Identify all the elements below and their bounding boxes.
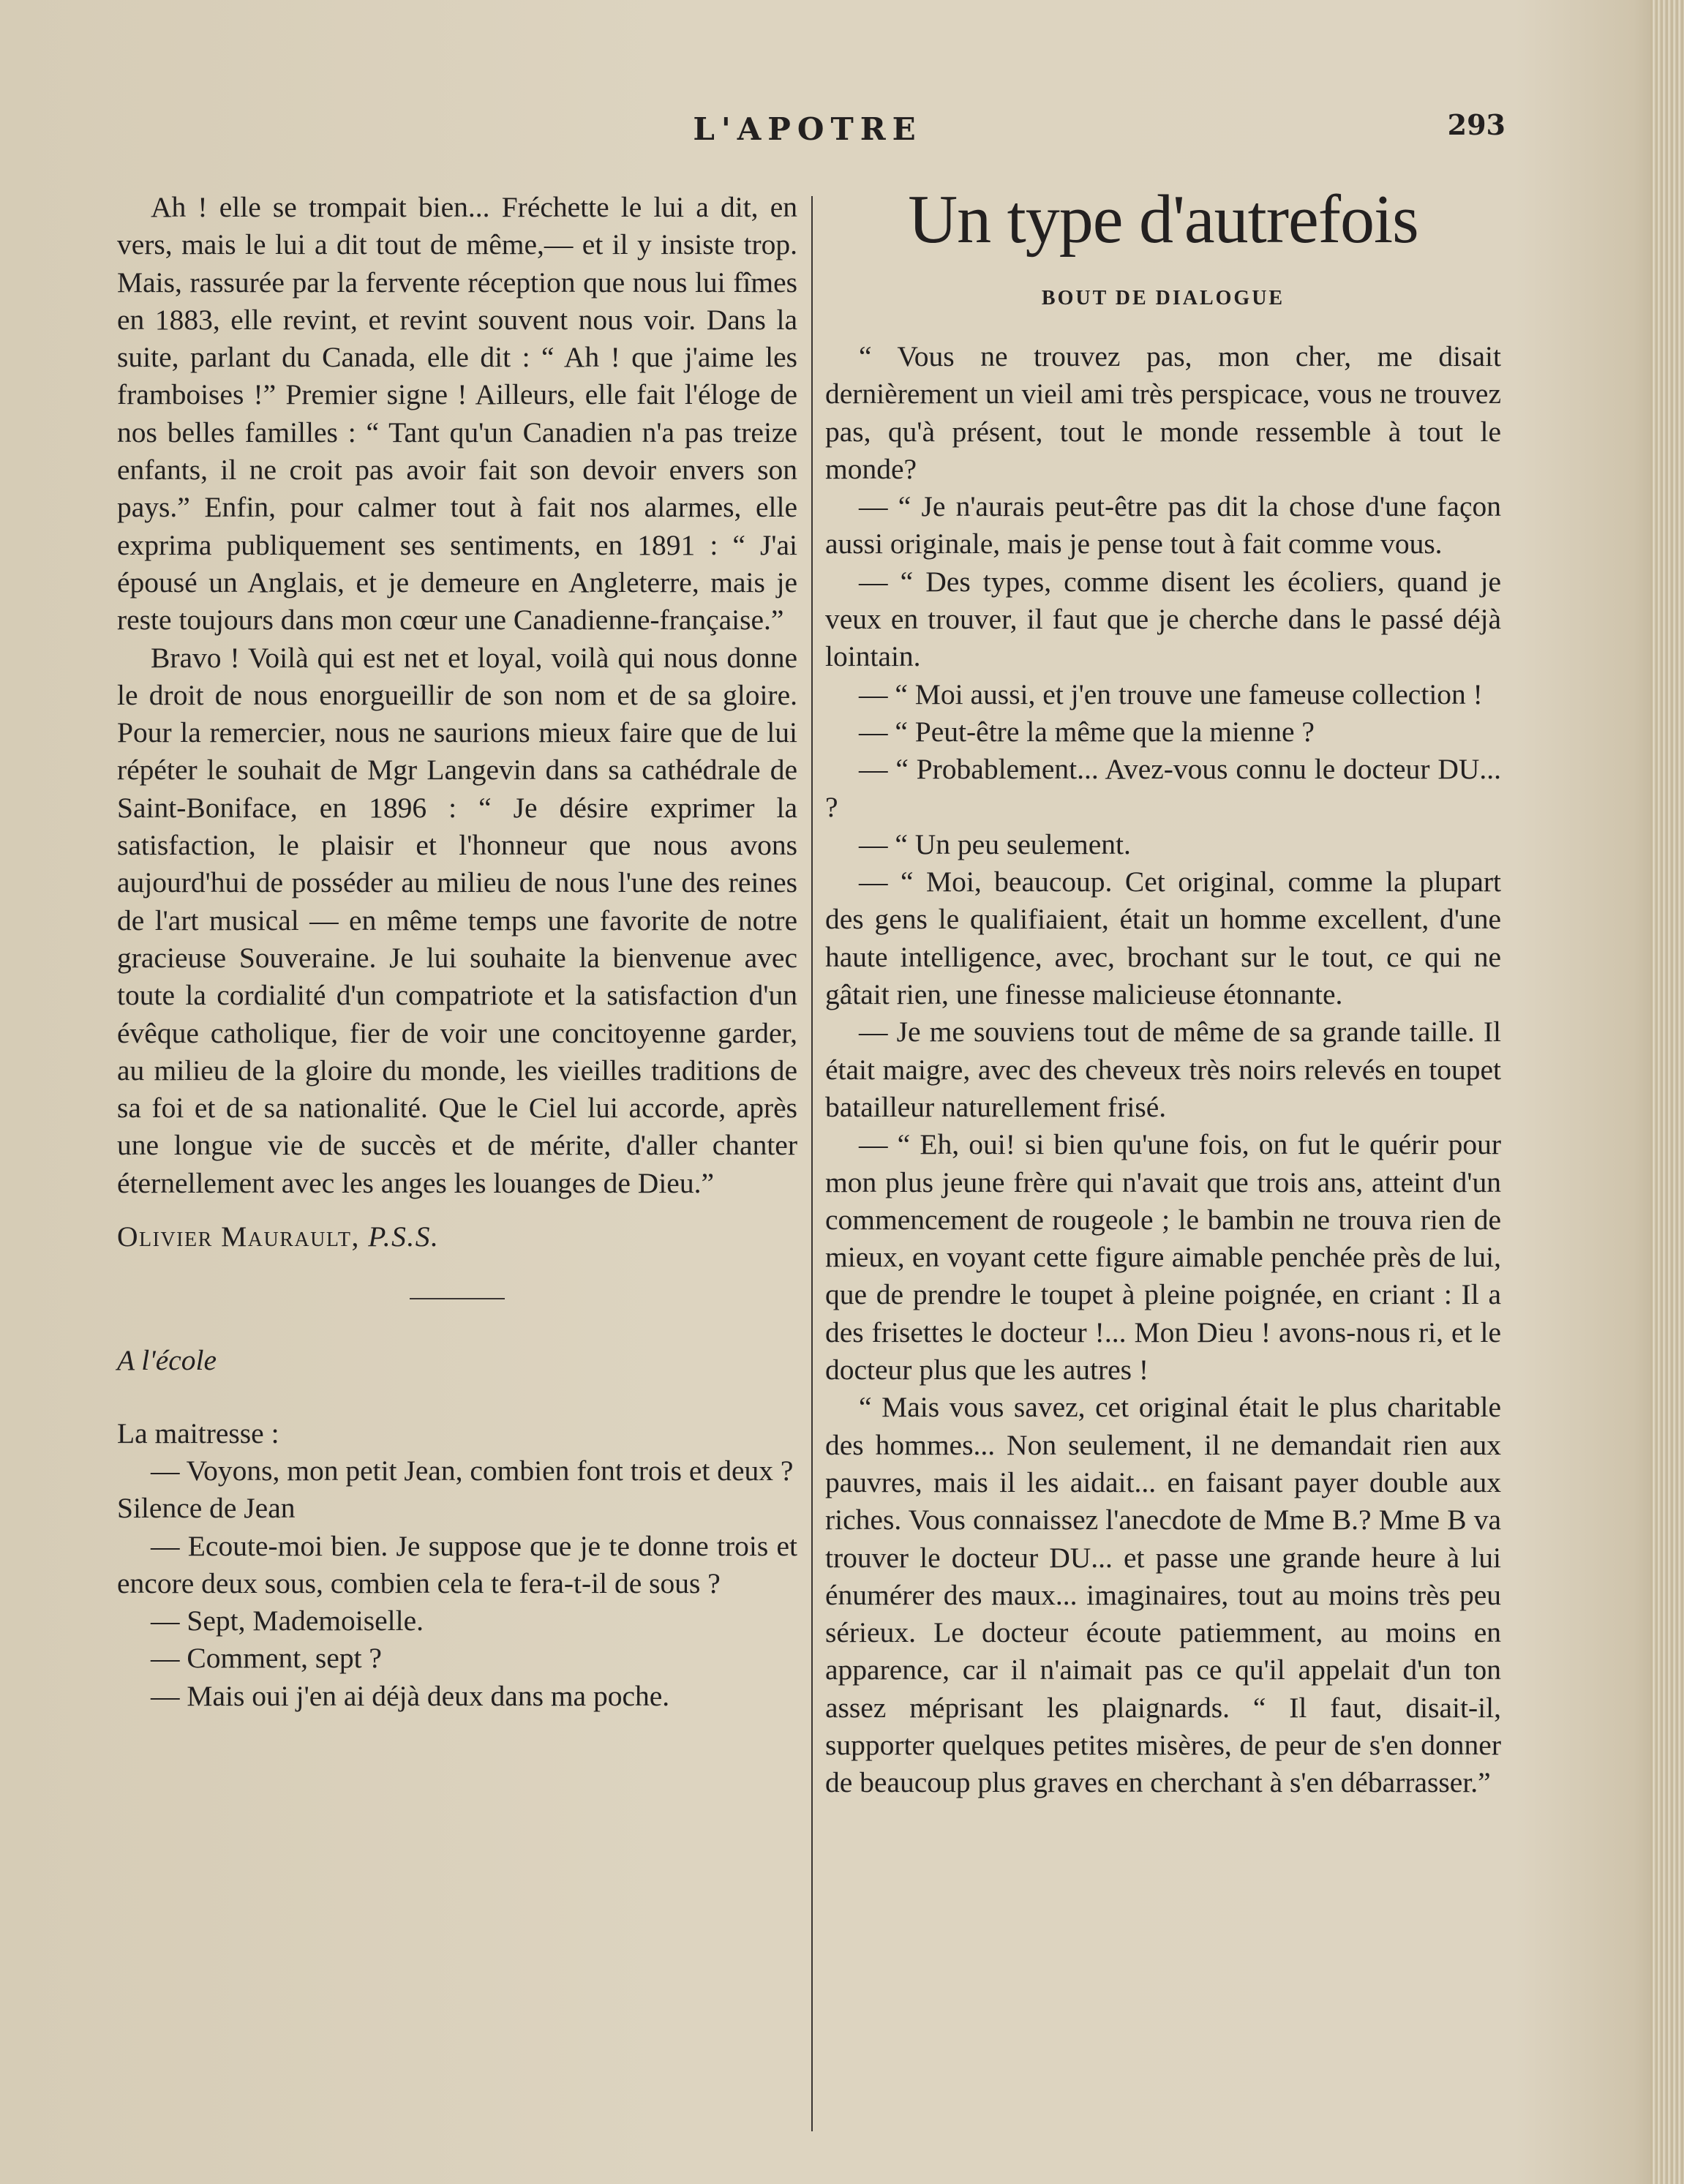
right-column bbox=[825, 338, 1501, 1802]
article-subtitle: BOUT DE DIALOGUE bbox=[1041, 287, 1285, 309]
dialogue-line: — Ecoute-moi bien. Je suppose que je te donne trois et encore deux sous, combien cela te fera-t-il de sous ? bbox=[117, 1529, 797, 1599]
signature-title: P.S.S. bbox=[368, 1220, 440, 1253]
dialogue-line: — Comment, sept ? bbox=[151, 1642, 382, 1675]
right-paragraph: — Je me souviens tout de même de sa grande taille. Il était maigre, avec des cheveux très noirs relevés en toupet batailleur naturellement frisé. bbox=[825, 1016, 1501, 1123]
section-heading: A l'école bbox=[117, 1344, 217, 1377]
signature bbox=[117, 1218, 797, 1256]
right-paragraph: — “ Eh, oui! si bien qu'une fois, on fut le quérir pour mon plus jeune frère qui n'avait que trois ans, atteint d'un commencement de rougeole ; le bambin ne trouva rien de mieux, en voyant cette figure aimable penchée près de lui, que de prendre le toupet à pleine poignée, en criant : Il a des frisettes le docteur !... Mon Dieu ! avons-nous ri, et le docteur plus que les autres ! bbox=[825, 1128, 1501, 1386]
right-paragraph: — “ Probablement... Avez-vous connu le docteur DU... ? bbox=[825, 753, 1501, 823]
left-column bbox=[117, 189, 797, 1715]
running-title: L'APOTRE bbox=[693, 111, 922, 147]
right-paragraph: — “ Peut-être la même que la mienne ? bbox=[859, 715, 1315, 748]
section-separator bbox=[410, 1298, 505, 1299]
signature-name: Olivier Maurault, bbox=[117, 1220, 360, 1253]
page-edge bbox=[1650, 0, 1684, 2184]
right-paragraph: — “ Un peu seulement. bbox=[859, 828, 1131, 860]
dialogue-line: — Sept, Mademoiselle. bbox=[151, 1605, 424, 1637]
dialogue-line: — Mais oui j'en ai déjà deux dans ma poche. bbox=[151, 1679, 670, 1712]
page-number: 293 bbox=[1447, 108, 1506, 141]
column-rule bbox=[811, 196, 813, 2131]
dialogue-line: Silence de Jean bbox=[117, 1492, 296, 1525]
left-paragraph: Bravo ! Voilà qui est net et loyal, voilà qui nous donne le droit de nous enorgueillir de son nom et de sa gloire. Pour la remercier, nous ne saurions mieux faire que de lui répéter le souhait de Mgr Langevin dans sa cathédrale de Saint-Boniface, en 1896 : “ Je désire exprimer la satisfaction, le plaisir et l'honneur que nous avons aujourd'hui de posséder au milieu de nous l'une des reines de l'art musical — en même temps une favorite de notre gracieuse Souveraine. Je lui souhaite la bienvenue avec toute la cordialité d'un compatriote et la satisfaction d'un évêque catholique, fier de voir une concitoyenne garder, au milieu de la gloire du monde, les vieilles traditions de sa foi et de sa nationalité. Que le Ciel lui accorde, après une longue vie de succès et de mérite, d'aller chanter éternellement avec les anges les louanges de Dieu.” bbox=[117, 641, 797, 1199]
left-paragraph: Ah ! elle se trompait bien... Fréchette le lui a dit, en vers, mais le lui a dit tout de même,— et il y insiste trop. Mais, rassurée par la fervente réception que nous lui fîmes en 1883, elle revint, et revint souvent nous voir. Dans la suite, parlant du Canada, elle dit : “ Ah ! que j'aime les framboises !” Premier signe ! Ailleurs, elle fait l'éloge de nos belles familles : “ Tant qu'un Canadien n'a pas treize enfants, il ne croit pas avoir fait son devoir envers son pays.” Enfin, pour calmer tout à fait nos alarmes, elle exprima publiquement ses sentiments, en 1891 : “ J'ai épousé un Anglais, et je demeure en Angleterre, mais je reste toujours dans mon cœur une Canadienne-française.” bbox=[117, 191, 797, 637]
right-paragraph: — “ Moi aussi, et j'en trouve une fameuse collection ! bbox=[859, 678, 1483, 710]
right-paragraph: — “ Je n'aurais peut-être pas dit la chose d'une façon aussi originale, mais je pense tout à fait comme vous. bbox=[825, 490, 1501, 560]
right-paragraph: — “ Des types, comme disent les écoliers, quand je veux en trouver, il faut que je cherche dans le passé déjà lointain. bbox=[825, 565, 1501, 673]
right-paragraph: “ Mais vous savez, cet original était le plus charitable des hommes... Non seulement, il ne demandait rien aux pauvres, mais il les aidait... en faisant payer double aux riches. Vous connaissez l'anecdote de Mme B.? Mme B va trouver le docteur DU... et passe une grande heure à lui énumérer des maux... imaginaires, tout au moins très peu sérieux. Le docteur écoute patiemment, au moins en apparence, car il n'aimait pas ce qu'il appelait d'un ton assez méprisant les plaignards. “ Il faut, disait-il, supporter quelques petites misères, de peur de s'en donner de beaucoup plus graves en cherchant à s'en débarrasser.” bbox=[825, 1391, 1501, 1799]
dialogue-line: La maitresse : bbox=[117, 1416, 279, 1449]
right-paragraph: “ Vous ne trouvez pas, mon cher, me disait dernièrement un vieil ami très perspicace, vous ne trouvez pas, qu'à présent, tout le monde ressemble à tout le monde? bbox=[825, 340, 1501, 485]
dialogue-line: — Voyons, mon petit Jean, combien font trois et deux ? bbox=[151, 1454, 794, 1487]
right-paragraph: — “ Moi, beaucoup. Cet original, comme la plupart des gens le qualifiaient, était un homme excellent, d'une haute intelligence, avec, brochant sur le tout, ce qui ne gâtait rien, une finesse malicieuse étonnante. bbox=[825, 866, 1501, 1011]
article-title: Un type d'autrefois bbox=[908, 181, 1418, 258]
